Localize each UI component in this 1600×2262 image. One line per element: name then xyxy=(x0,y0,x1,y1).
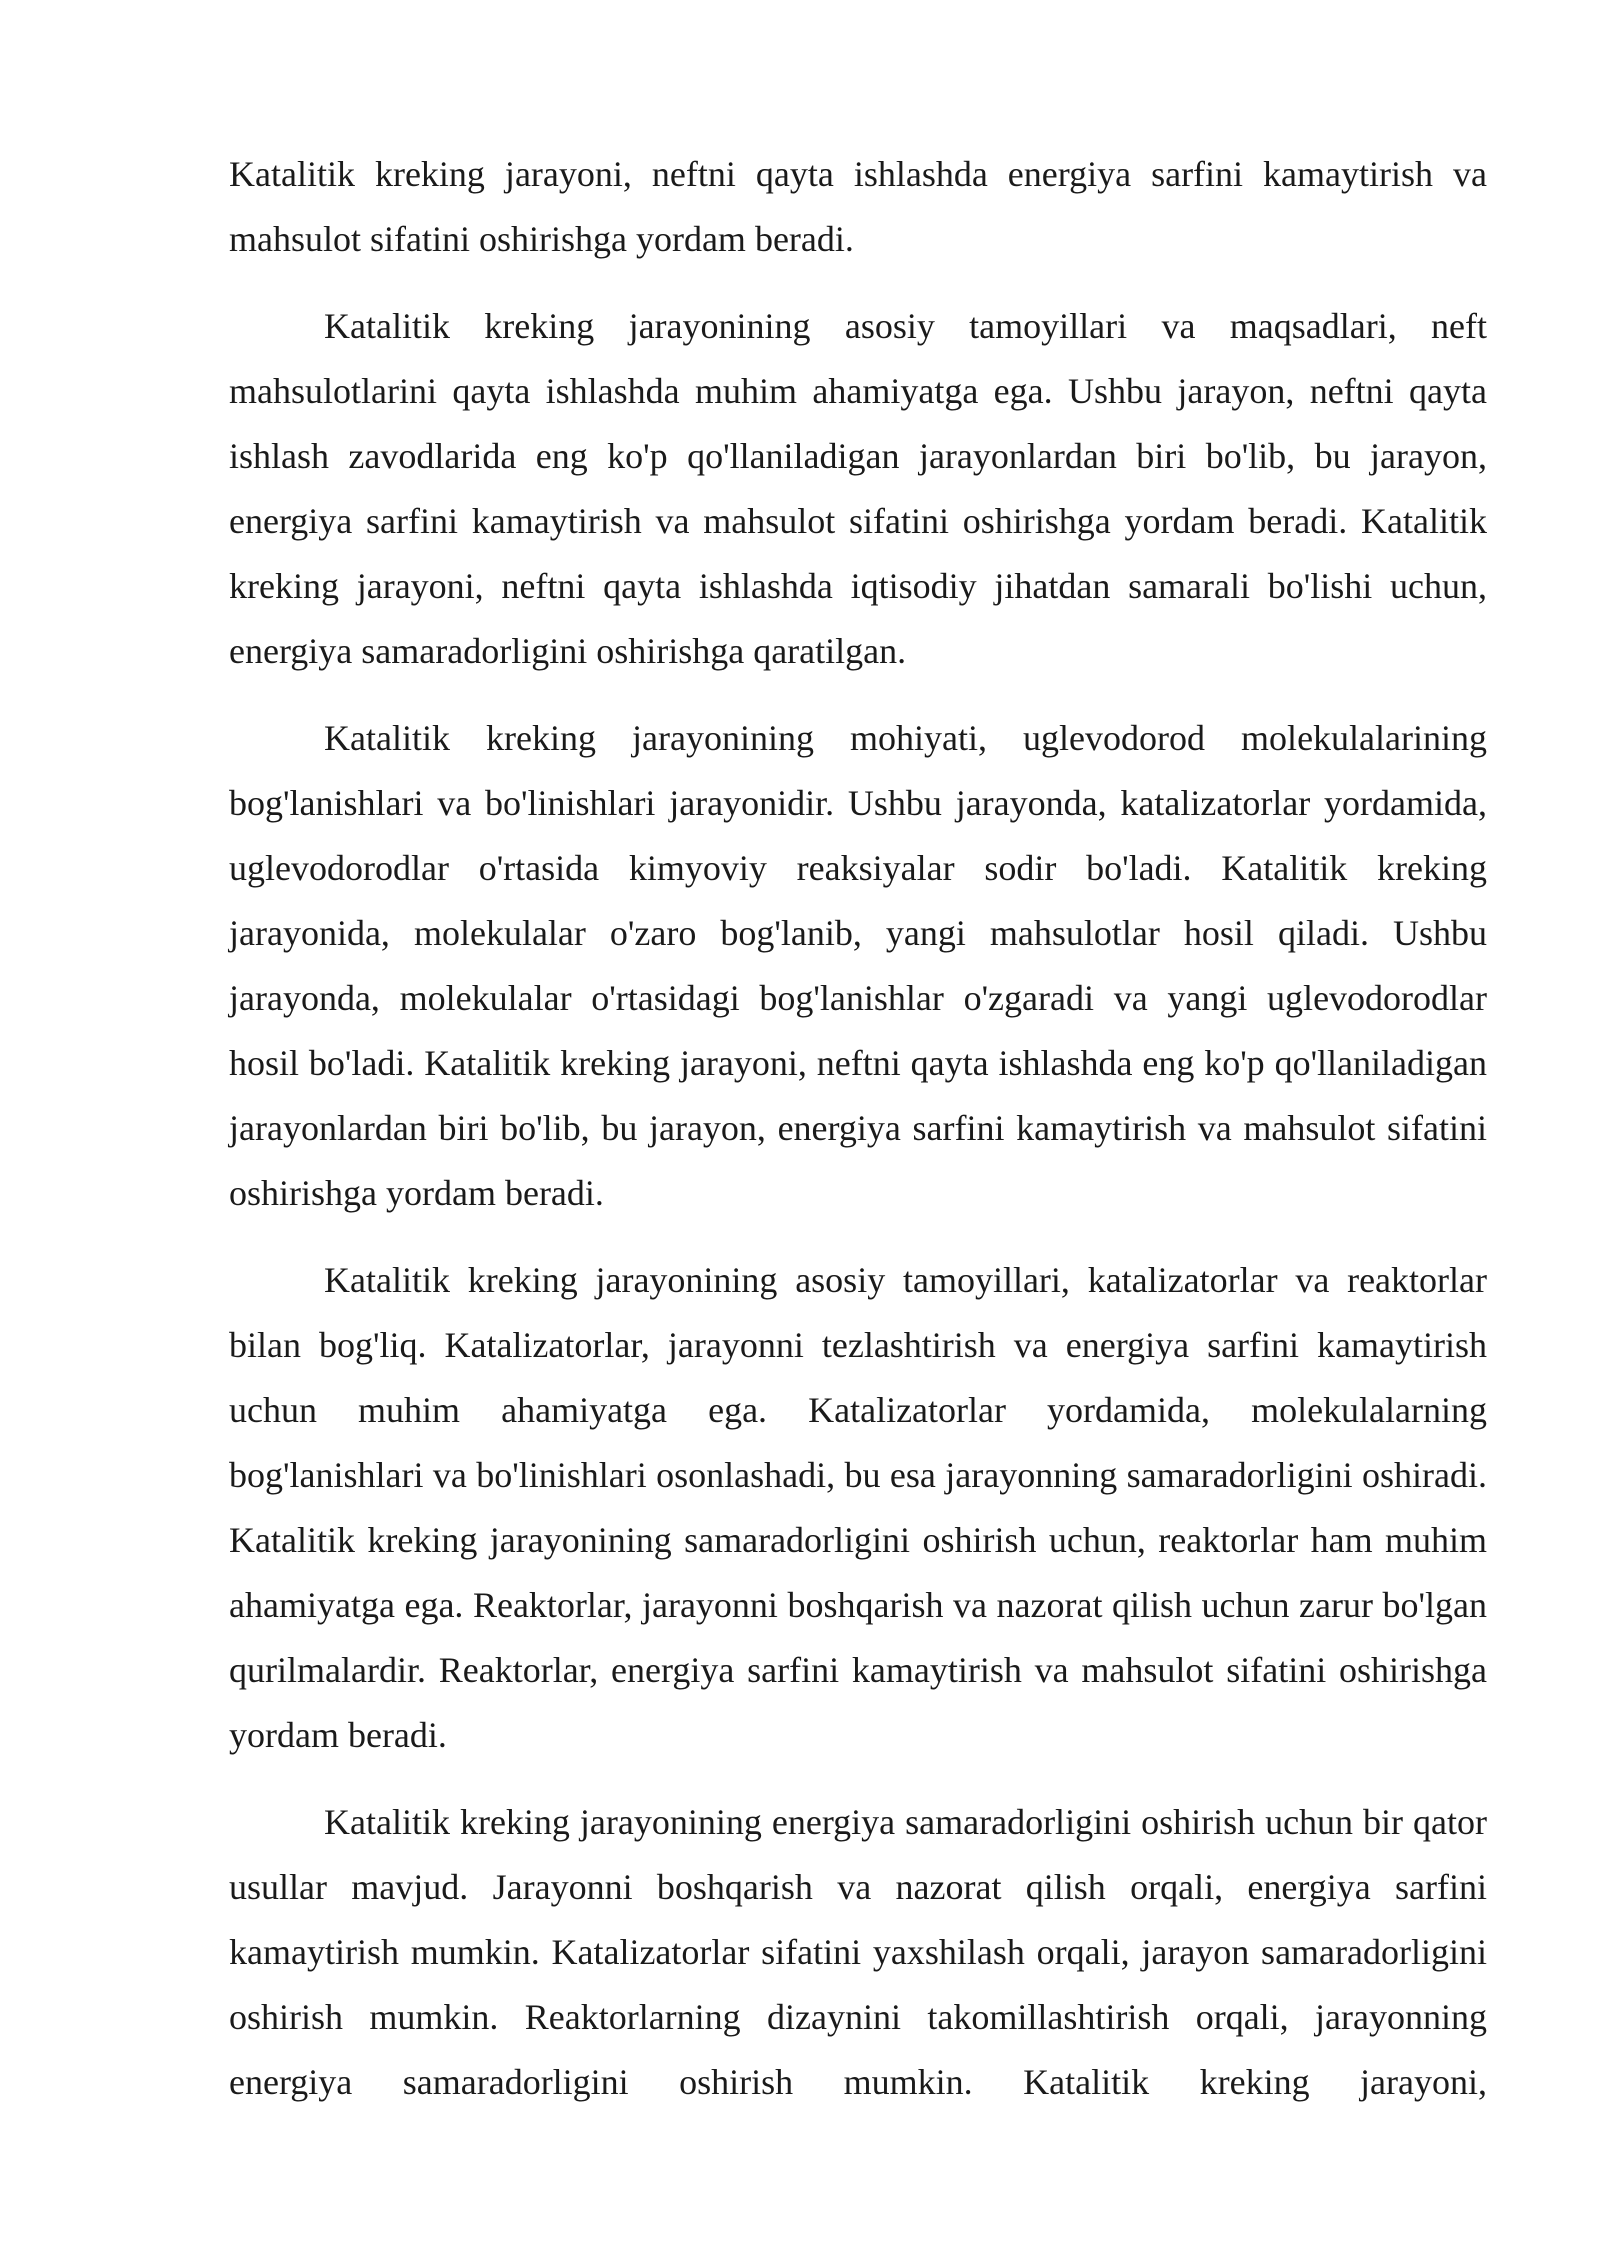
paragraph-5: Katalitik kreking jarayonining energiya samaradorligini oshirish uchun bir qator usullar mavjud. Jarayonni boshqarish va nazorat qilish orqali, energiya sarfini kamaytirish mumkin. Katalizatorlar sifatini yaxshilash orqali, jarayon samaradorligini oshirish mumkin. Reaktorlarning dizaynini takomillashtirish orqali, jarayonning energiya samaradorligini oshirish mumkin. Katalitik kreking jarayoni, xyxy=(229,1802,1487,2102)
paragraph-3: Katalitik kreking jarayonining mohiyati, uglevodorod molekulalarining bog'lanishlari va bo'linishlari jarayonidir. Ushbu jarayonda, katalizatorlar yordamida, uglevodorodlar o'rtasida kimyoviy reaksiyalar sodir bo'ladi. Katalitik kreking jarayonida, molekulalar o'zaro bog'lanib, yangi mahsulotlar hosil qiladi. Ushbu jarayonda, molekulalar o'rtasidagi bog'lanishlar o'zgaradi va yangi uglevodorodlar hosil bo'ladi. Katalitik kreking jarayoni, neftni qayta ishlashda eng ko'p qo'llaniladigan jarayonlardan biri bo'lib, bu jarayon, energiya sarfini kamaytirish va mahsulot sifatini oshirishga yordam beradi. xyxy=(229,718,1487,1213)
paragraph-2: Katalitik kreking jarayonining asosiy tamoyillari va maqsadlari, neft mahsulotlarini qayta ishlashda muhim ahamiyatga ega. Ushbu jarayon, neftni qayta ishlash zavodlarida eng ko'p qo'llaniladigan jarayonlardan biri bo'lib, bu jarayon, energiya sarfini kamaytirish va mahsulot sifatini oshirishga yordam beradi. Katalitik kreking jarayoni, neftni qayta ishlashda iqtisodiy jihatdan samarali bo'lishi uchun, energiya samaradorligini oshirishga qaratilgan. xyxy=(229,306,1487,671)
paragraph-4: Katalitik kreking jarayonining asosiy tamoyillari, katalizatorlar va reaktorlar bilan bog'liq. Katalizatorlar, jarayonni tezlashtirish va energiya sarfini kamaytirish uchun muhim ahamiyatga ega. Katalizatorlar yordamida, molekulalarning bog'lanishlari va bo'linishlari osonlashadi, bu esa jarayonning samaradorligini oshiradi. Katalitik kreking jarayonining samaradorligini oshirish uchun, reaktorlar ham muhim ahamiyatga ega. Reaktorlar, jarayonni boshqarish va nazorat qilish uchun zarur bo'lgan qurilmalardir. Reaktorlar, energiya sarfini kamaytirish va mahsulot sifatini oshirishga yordam beradi. xyxy=(229,1260,1487,1755)
document-body xyxy=(229,142,1487,2115)
paragraph-1: Katalitik kreking jarayoni, neftni qayta ishlashda energiya sarfini kamaytirish va mahsulot sifatini oshirishga yordam beradi. xyxy=(229,154,1487,259)
